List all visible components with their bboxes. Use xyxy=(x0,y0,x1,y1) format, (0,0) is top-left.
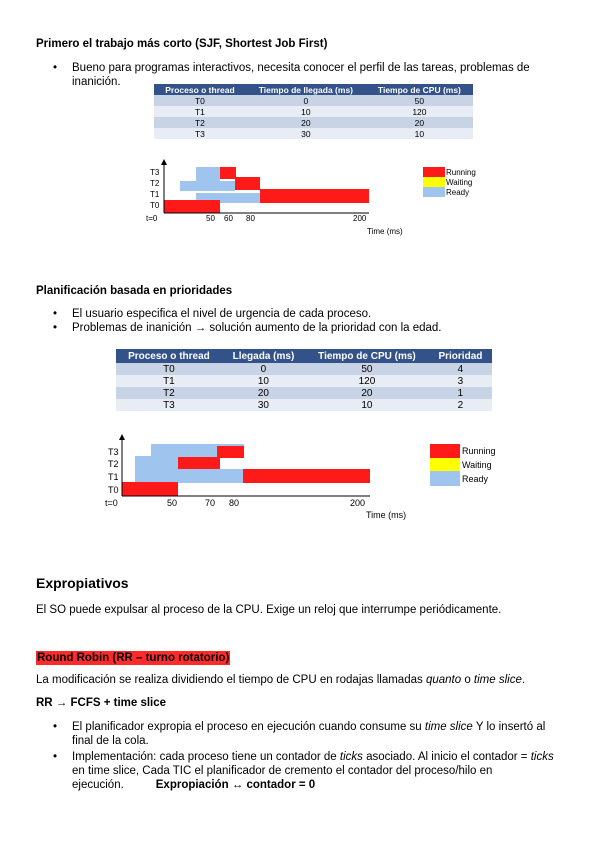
gantt-row-label: T0 xyxy=(108,485,119,495)
legend-swatch-waiting xyxy=(430,458,460,471)
legend-swatch-running xyxy=(423,167,445,177)
table-cell: T2 xyxy=(154,117,246,128)
table-cell: 2 xyxy=(429,399,492,411)
prio-table-header: Prioridad xyxy=(429,349,492,363)
prio-table-header: Llegada (ms) xyxy=(222,349,305,363)
gantt-bar-t3-running xyxy=(217,446,244,458)
rr-bullet-text: Implementación: cada proceso tiene un contador de xyxy=(72,751,340,763)
table-cell: 120 xyxy=(305,375,429,387)
sjf-heading: Primero el trabajo más corto (SJF, Shortest Job First) xyxy=(36,38,328,50)
prio-gantt-chart xyxy=(100,430,500,530)
table-cell: 10 xyxy=(246,106,366,117)
table-cell: 1 xyxy=(429,387,492,399)
gantt-tick-label: 80 xyxy=(246,214,255,223)
table-cell: 120 xyxy=(366,106,473,117)
rr-bullet-em: time slice xyxy=(424,721,473,733)
gantt-row-label: T3 xyxy=(108,447,119,457)
legend-swatch-running xyxy=(430,444,460,458)
gantt-y-arrow-icon xyxy=(119,434,125,440)
gantt-bar-t0-running xyxy=(122,482,178,496)
prio-bullet-1: • El usuario especifica el nivel de urgencia de cada proceso. xyxy=(36,307,561,321)
gantt-y-arrow-icon xyxy=(161,159,167,165)
table-row xyxy=(154,95,473,106)
gantt-row-label: T1 xyxy=(108,472,119,482)
table-cell: 0 xyxy=(222,363,305,375)
prio-bullet-2: • Problemas de inanición → solución aumento de la prioridad con la edad. xyxy=(36,321,561,335)
sjf-gantt-chart xyxy=(140,155,476,240)
sjf-bullet-1: • Bueno para programas interactivos, necesita conocer el perfil de las tareas, problemas de inanición. xyxy=(36,61,561,89)
rr-para-text: La modificación se realiza dividiendo el tiempo de CPU en rodajas llamadas xyxy=(36,674,426,686)
table-cell: T1 xyxy=(116,375,222,387)
rr-bullet-text: en time slice, Cada TIC el planificador de cremento el contador del proceso/hilo en ejecución. xyxy=(72,765,493,791)
gantt-tick-label: 50 xyxy=(167,498,178,508)
legend-swatch-ready xyxy=(430,471,460,486)
table-cell: 20 xyxy=(222,387,305,399)
legend-swatch-ready xyxy=(423,187,445,197)
rr-bullet-text: Y lo insertó al final de la cola. xyxy=(72,721,546,747)
table-cell: 30 xyxy=(246,128,366,139)
rr-bullet-text: asociado. Al inicio el contador = xyxy=(362,751,531,763)
sjf-table-header: Proceso o thread xyxy=(154,84,246,95)
rr-heading-wrap xyxy=(36,648,230,666)
table-cell: 20 xyxy=(305,387,429,399)
prio-table-header: Tiempo de CPU (ms) xyxy=(305,349,429,363)
expro-paragraph: El SO puede expulsar al proceso de la CPU. Exige un reloj que interrumpe periódicamente. xyxy=(36,604,502,616)
table-cell: T0 xyxy=(154,95,246,106)
gantt-x-label: Time (ms) xyxy=(366,510,407,520)
prio-table xyxy=(116,349,492,411)
table-cell: 4 xyxy=(429,363,492,375)
gantt-bar-t3-ready xyxy=(196,167,220,181)
table-cell: 0 xyxy=(246,95,366,106)
rr-heading: Round Robin (RR – turno rotatorio) xyxy=(37,652,230,664)
table-cell: 10 xyxy=(366,128,473,139)
gantt-tick-label: 200 xyxy=(350,498,366,508)
gantt-tick-label: 50 xyxy=(206,214,215,223)
table-row xyxy=(116,399,492,411)
legend-swatch-waiting xyxy=(423,177,445,187)
gantt-tick-label: 60 xyxy=(224,214,233,223)
rr-bullet-em: ticks xyxy=(530,751,554,763)
gantt-bar-t1-ready xyxy=(135,469,243,483)
table-cell: 50 xyxy=(305,363,429,375)
gantt-bar-t2-ready xyxy=(135,456,178,470)
gantt-bar-t3-running xyxy=(220,167,236,179)
rr-para-em: time slice xyxy=(473,674,522,686)
rr-para-text: o xyxy=(461,674,474,686)
gantt-bar-t2-ready xyxy=(180,181,235,191)
gantt-bar-t2-running xyxy=(178,457,220,470)
prio-heading: Planificación basada en prioridades xyxy=(36,285,233,297)
table-row xyxy=(116,363,492,375)
legend-label: Running xyxy=(446,168,476,177)
legend-label: Running xyxy=(462,446,496,456)
table-cell: 30 xyxy=(222,399,305,411)
rr-formula: RR → FCFS + time slice xyxy=(36,697,167,709)
expro-heading: Expropiativos xyxy=(36,575,129,591)
gantt-bar-t1-ready xyxy=(228,193,260,203)
gantt-bar-t1-running xyxy=(260,189,369,203)
gantt-tick-label: 70 xyxy=(205,498,216,508)
table-cell: 50 xyxy=(366,95,473,106)
prio-bullets xyxy=(36,307,561,335)
rr-bullet-em: ticks xyxy=(339,751,363,763)
table-cell: T3 xyxy=(154,128,246,139)
gantt-bar-t2-running xyxy=(235,177,260,190)
table-cell: 3 xyxy=(429,375,492,387)
table-cell: 10 xyxy=(222,375,305,387)
gantt-row-label: T2 xyxy=(150,179,160,188)
legend-label: Waiting xyxy=(446,178,473,187)
table-cell: 20 xyxy=(246,117,366,128)
legend-label: Ready xyxy=(446,188,470,197)
rr-bullets xyxy=(36,720,564,792)
gantt-origin-label: t=0 xyxy=(105,498,118,508)
rr-bullet-1 xyxy=(36,720,564,748)
gantt-row-label: T0 xyxy=(150,201,160,210)
table-cell: T3 xyxy=(116,399,222,411)
sjf-table-header: Tiempo de llegada (ms) xyxy=(246,84,366,95)
gantt-row-label: T2 xyxy=(108,459,119,469)
rr-bullet-bold: Expropiación ↔ contador = 0 xyxy=(155,779,316,791)
table-row xyxy=(154,128,473,139)
rr-paragraph xyxy=(36,673,525,687)
table-cell: 20 xyxy=(366,117,473,128)
gantt-tick-label: 200 xyxy=(353,214,367,223)
table-cell: T2 xyxy=(116,387,222,399)
table-cell: T0 xyxy=(116,363,222,375)
table-cell: T1 xyxy=(154,106,246,117)
gantt-bar-t0-running xyxy=(164,200,220,213)
sjf-table-header: Tiempo de CPU (ms) xyxy=(366,84,473,95)
sjf-table xyxy=(154,84,473,139)
table-cell: 10 xyxy=(305,399,429,411)
legend-label: Ready xyxy=(462,474,489,484)
rr-bullet-2 xyxy=(36,750,564,792)
table-row xyxy=(154,117,473,128)
table-row xyxy=(154,106,473,117)
rr-para-em: quanto xyxy=(425,674,462,686)
legend-label: Waiting xyxy=(462,460,492,470)
table-row xyxy=(116,375,492,387)
rr-bullet-text: El planificador expropia el proceso en ejecución cuando consume su xyxy=(72,721,425,733)
gantt-bar-t1-running xyxy=(243,469,370,483)
gantt-tick-label: 80 xyxy=(229,498,240,508)
gantt-row-label: T3 xyxy=(150,168,160,177)
gantt-origin-label: t=0 xyxy=(146,214,158,223)
prio-table-header: Proceso o thread xyxy=(116,349,222,363)
table-row xyxy=(116,387,492,399)
gantt-x-label: Time (ms) xyxy=(367,227,403,236)
gantt-row-label: T1 xyxy=(150,190,160,199)
rr-para-text: . xyxy=(521,674,526,686)
